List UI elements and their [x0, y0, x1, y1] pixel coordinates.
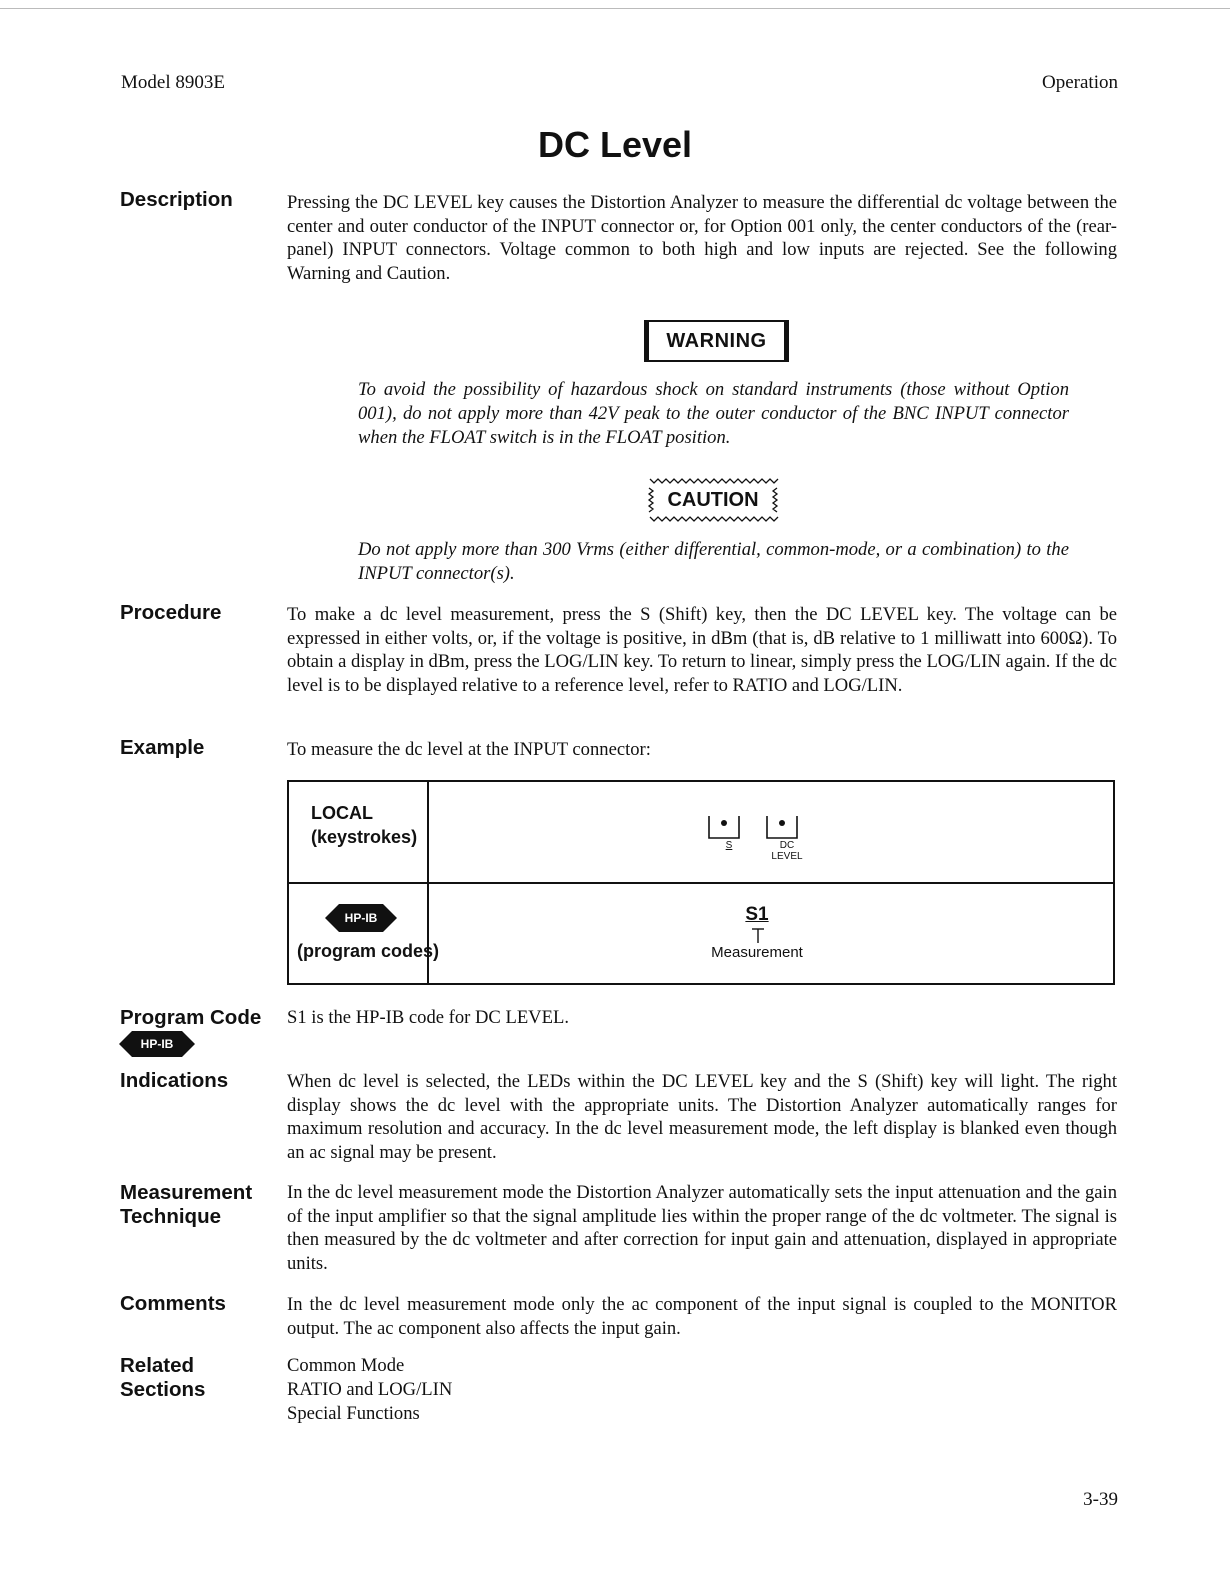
- warning-box: [644, 320, 789, 362]
- dc-level-key-icon: [767, 816, 797, 838]
- keystrokes-label: (keystrokes): [311, 827, 418, 847]
- shift-key-icon: [709, 816, 739, 838]
- program-code-hpib-icon: [119, 1031, 195, 1057]
- level-key-caption: LEVEL: [771, 851, 803, 862]
- comments-text: In the dc level measurement mode only the ac component of the input signal is coupled to the MONITOR output. The ac component also affects the input gain.: [287, 1294, 1117, 1339]
- related-item-ratio-loglin: RATIO and LOG/LIN: [287, 1379, 453, 1400]
- comments-label: Comments: [120, 1292, 226, 1315]
- procedure-text: To make a dc level measurement, press the S (Shift) key, then the DC LEVEL key. The voltage can be expressed in either volts, or, if the voltage is positive, in dBm (that is, dB relative to 1 milliwatt into 600Ω). To obtain a display in dBm, press the LOG/LIN key. To return to linear, simply press the LOG/LIN again. If the dc level is to be displayed relative to a reference level, refer to RATIO and LOG/LIN.: [287, 604, 1117, 696]
- key-icons: [705, 810, 815, 844]
- hpib-icon: [325, 904, 397, 932]
- caution-label: CAUTION: [667, 489, 759, 511]
- measurement-label: Measurement: [120, 1181, 253, 1204]
- top-rule: [0, 8, 1230, 9]
- example-table: [287, 780, 1115, 985]
- program-code-caption: Measurement: [711, 944, 803, 961]
- warning-text: To avoid the possibility of hazardous shock on standard instruments (those without Option 001), do not apply more than 42V peak to the outer conductor of the BNC INPUT connector when the FLOAT switch is in the FLOAT position.: [358, 379, 1069, 448]
- dc-key-caption: DC: [779, 840, 795, 851]
- header-model: Model 8903E: [121, 72, 225, 93]
- sections-label: Sections: [120, 1378, 206, 1401]
- page-title: DC Level: [537, 124, 693, 165]
- related-item-common-mode: Common Mode: [287, 1355, 405, 1376]
- example-label: Example: [120, 736, 205, 759]
- program-code-label: Program Code: [120, 1006, 262, 1029]
- hpib-badge-text: HP-IB: [344, 911, 378, 925]
- shift-key-caption: S: [725, 840, 733, 851]
- header-section: Operation: [1042, 72, 1118, 93]
- warning-label: WARNING: [666, 329, 767, 352]
- indications-label: Indications: [120, 1069, 229, 1092]
- code-pointer-icon: [751, 928, 765, 944]
- page-number: 3-39: [1083, 1489, 1118, 1510]
- program-code-text: S1 is the HP-IB code for DC LEVEL.: [287, 1007, 569, 1028]
- description-label: Description: [120, 188, 233, 211]
- description-text: Pressing the DC LEVEL key causes the Distortion Analyzer to measure the differential dc voltage between the center and outer conductor of the INPUT connector or, for Option 001 only, the center conductors of the (rear-panel) INPUT connectors. Voltage common to both high and low inputs are rejected. See the following Warning and Caution.: [287, 192, 1117, 284]
- technique-label: Technique: [120, 1205, 221, 1228]
- related-sections-list: [287, 1354, 452, 1426]
- indications-text: When dc level is selected, the LEDs within the DC LEVEL key and the S (Shift) key will light. The right display shows the dc level with the appropriate units. The Distortion Analyzer automatically ranges for maximum resolution and accuracy. In the dc level measurement mode, the left display is blanked even though an ac signal may be present.: [287, 1071, 1117, 1163]
- related-item-special-functions: Special Functions: [287, 1403, 420, 1424]
- measurement-technique-text: In the dc level measurement mode the Distortion Analyzer automatically sets the input attenuation and the gain of the input amplifier so that the signal amplitude lies within the proper range of the dc voltmeter. The signal is then measured by the dc voltmeter and after correction for input gain and attenuation, displayed in appropriate units.: [287, 1182, 1117, 1274]
- related-label: Related: [120, 1354, 195, 1377]
- program-code-badge-text: HP-IB: [140, 1037, 174, 1051]
- local-label: LOCAL: [311, 803, 373, 823]
- caution-text: Do not apply more than 300 Vrms (either differential, common-mode, or a combination) to the INPUT connector(s).: [358, 539, 1069, 584]
- procedure-label: Procedure: [120, 601, 222, 624]
- example-text: To measure the dc level at the INPUT connector:: [287, 739, 651, 760]
- program-codes-label: (program codes): [297, 941, 440, 961]
- caution-box: [646, 476, 780, 524]
- program-code-value: S1: [745, 904, 769, 925]
- table-horizontal-divider: [287, 882, 1115, 884]
